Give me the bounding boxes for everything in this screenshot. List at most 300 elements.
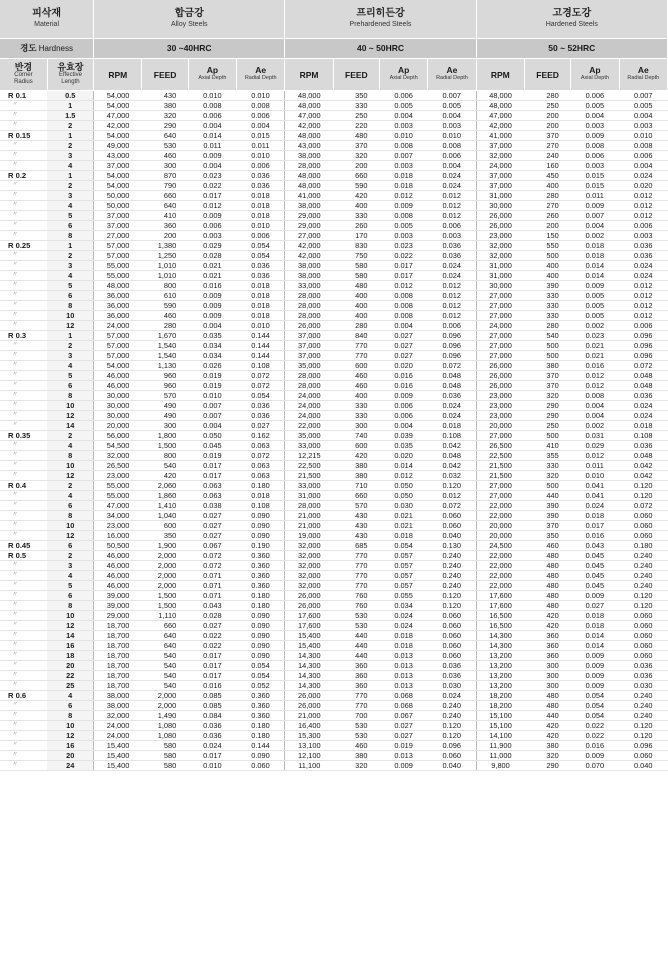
feed-cell: 350	[333, 90, 379, 100]
ditto-mark: 〃	[0, 150, 47, 160]
ae-cell: 0.240	[619, 690, 667, 700]
ap-cell: 0.072	[188, 550, 236, 560]
rpm-cell: 50,000	[94, 190, 142, 200]
feed-cell: 1,540	[142, 350, 188, 360]
ae-cell: 0.090	[237, 510, 285, 520]
feed-cell: 770	[333, 570, 379, 580]
ap-cell: 0.011	[571, 190, 619, 200]
ae-cell: 0.120	[428, 590, 476, 600]
ap-cell: 0.017	[188, 460, 236, 470]
ap-cell: 0.004	[379, 110, 427, 120]
ditto-mark: 〃	[0, 510, 47, 520]
rpm-cell: 26,000	[476, 370, 524, 380]
ap-cell: 0.009	[571, 590, 619, 600]
feed-cell: 380	[333, 750, 379, 760]
rpm-cell: 17,600	[285, 610, 333, 620]
rpm-cell: 56,000	[94, 430, 142, 440]
rpm-cell: 54,000	[94, 170, 142, 180]
rpm-cell: 46,000	[94, 560, 142, 570]
table-row	[0, 450, 668, 460]
ditto-mark: 〃	[0, 320, 47, 330]
ap-cell: 0.016	[188, 280, 236, 290]
feed-cell: 260	[524, 210, 570, 220]
ap-cell: 0.013	[379, 650, 427, 660]
feed-cell: 480	[333, 130, 379, 140]
feed-cell: 330	[524, 460, 570, 470]
ap-cell: 0.045	[571, 560, 619, 570]
effective-length-cell: 20	[47, 660, 93, 670]
rpm-cell: 20,000	[476, 530, 524, 540]
ap-cell: 0.054	[571, 690, 619, 700]
feed-cell: 660	[333, 490, 379, 500]
effective-length-cell: 24	[47, 760, 93, 770]
feed-cell: 400	[333, 290, 379, 300]
rpm-cell: 54,000	[94, 180, 142, 190]
feed-cell: 330	[333, 100, 379, 110]
rpm-cell: 15,400	[94, 760, 142, 770]
ae-cell: 0.012	[619, 190, 667, 200]
table-row	[0, 150, 668, 160]
ae-cell: 0.060	[428, 750, 476, 760]
feed-cell: 250	[524, 420, 570, 430]
feed-cell: 270	[524, 140, 570, 150]
feed-cell: 380	[524, 740, 570, 750]
feed-cell: 960	[142, 370, 188, 380]
feed-cell: 420	[333, 450, 379, 460]
ae-cell: 0.006	[237, 160, 285, 170]
effective-length-cell: 6	[47, 590, 93, 600]
ap-cell: 0.029	[571, 440, 619, 450]
ap-cell: 0.007	[571, 210, 619, 220]
feed-cell: 430	[142, 90, 188, 100]
ap-cell: 0.004	[188, 120, 236, 130]
ap-cell: 0.013	[379, 750, 427, 760]
rpm-cell: 24,000	[285, 410, 333, 420]
ae-cell: 0.042	[619, 470, 667, 480]
ae-cell: 0.052	[237, 680, 285, 690]
table-row	[0, 460, 668, 470]
ap-cell: 0.008	[379, 140, 427, 150]
feed-cell: 530	[333, 620, 379, 630]
ditto-mark: 〃	[0, 160, 47, 170]
ap-cell: 0.034	[188, 350, 236, 360]
ap-cell: 0.009	[571, 200, 619, 210]
feed-cell: 400	[524, 270, 570, 280]
feed-cell: 500	[524, 340, 570, 350]
effective-length-cell: 6	[47, 380, 93, 390]
corner-radius-cell: R 0.15	[0, 130, 47, 140]
rpm-cell: 46,000	[94, 580, 142, 590]
ap-cell: 0.031	[571, 430, 619, 440]
ae-cell: 0.240	[428, 580, 476, 590]
feed-cell: 1,010	[142, 270, 188, 280]
ditto-mark: 〃	[0, 400, 47, 410]
hardness-value: 50 ~ 52HRC	[548, 43, 596, 53]
feed-cell: 540	[142, 660, 188, 670]
rpm-cell: 37,000	[285, 340, 333, 350]
rpm-cell: 38,000	[285, 270, 333, 280]
group-label-ko: 합금강	[174, 7, 204, 19]
rpm-cell: 37,000	[476, 180, 524, 190]
hardness-alloy	[94, 38, 285, 58]
rpm-cell: 24,000	[476, 160, 524, 170]
ap-cell: 0.016	[188, 680, 236, 690]
rpm-cell: 26,000	[285, 600, 333, 610]
feed-cell: 300	[524, 670, 570, 680]
effective-length-cell: 2	[47, 550, 93, 560]
ditto-mark: 〃	[0, 180, 47, 190]
ae-cell: 0.096	[428, 740, 476, 750]
table-row	[0, 670, 668, 680]
ap-cell: 0.012	[379, 470, 427, 480]
feed-cell: 370	[524, 130, 570, 140]
effective-length-cell: 4	[47, 270, 93, 280]
ditto-mark: 〃	[0, 590, 47, 600]
ap-cell: 0.007	[379, 150, 427, 160]
ap-cell: 0.004	[188, 320, 236, 330]
ae-cell: 0.108	[428, 430, 476, 440]
ae-cell: 0.060	[428, 610, 476, 620]
ae-cell: 0.012	[619, 290, 667, 300]
feed-cell: 790	[142, 180, 188, 190]
ap-cell: 0.067	[379, 710, 427, 720]
ditto-mark: 〃	[0, 210, 47, 220]
ap-cell: 0.014	[188, 130, 236, 140]
ditto-mark: 〃	[0, 520, 47, 530]
ditto-mark: 〃	[0, 650, 47, 660]
feed-cell: 330	[333, 210, 379, 220]
table-row	[0, 170, 668, 180]
ap-cell: 0.022	[571, 730, 619, 740]
ae-cell: 0.004	[619, 160, 667, 170]
ap-cell: 0.084	[188, 710, 236, 720]
ae-cell: 0.011	[237, 140, 285, 150]
feed-cell: 1,410	[142, 500, 188, 510]
table-row	[0, 310, 668, 320]
feed-cell: 540	[142, 650, 188, 660]
feed-cell: 740	[333, 430, 379, 440]
rpm-cell: 48,000	[476, 100, 524, 110]
rpm-cell: 26,500	[476, 440, 524, 450]
ae-cell: 0.090	[237, 610, 285, 620]
rpm-cell: 9,800	[476, 760, 524, 770]
rpm-cell: 28,000	[285, 310, 333, 320]
effective-length-cell: 12	[47, 470, 93, 480]
feed-cell: 640	[142, 630, 188, 640]
ap-cell: 0.027	[188, 520, 236, 530]
ae-header-label: Ae	[255, 65, 267, 75]
effective-length-cell: 12	[47, 530, 93, 540]
ap-cell: 0.018	[571, 250, 619, 260]
ditto-mark: 〃	[0, 140, 47, 150]
ap-cell: 0.005	[571, 300, 619, 310]
ap-cell: 0.027	[188, 510, 236, 520]
ap-cell: 0.007	[188, 400, 236, 410]
feed-cell: 320	[524, 750, 570, 760]
rpm-header	[285, 58, 333, 90]
feed-cell: 380	[333, 470, 379, 480]
feed-cell: 600	[333, 360, 379, 370]
rpm-cell: 13,200	[476, 680, 524, 690]
rpm-cell: 26,000	[285, 690, 333, 700]
ap-cell: 0.004	[188, 160, 236, 170]
ae-cell: 0.024	[428, 690, 476, 700]
rpm-cell: 32,000	[94, 710, 142, 720]
feed-cell: 420	[524, 610, 570, 620]
feed-header	[524, 58, 570, 90]
feed-cell: 480	[524, 700, 570, 710]
ae-cell: 0.036	[619, 670, 667, 680]
rpm-cell: 30,000	[476, 280, 524, 290]
ae-cell: 0.010	[237, 220, 285, 230]
ae-cell: 0.018	[237, 310, 285, 320]
feed-cell: 1,800	[142, 430, 188, 440]
effective-length-cell: 10	[47, 400, 93, 410]
feed-cell: 770	[333, 350, 379, 360]
ap-cell: 0.071	[188, 590, 236, 600]
feed-cell: 280	[524, 320, 570, 330]
effective-length-cell: 14	[47, 420, 93, 430]
ap-cell: 0.057	[379, 550, 427, 560]
table-row	[0, 390, 668, 400]
ap-cell: 0.041	[571, 490, 619, 500]
rpm-cell: 41,000	[285, 190, 333, 200]
ap-cell: 0.022	[571, 720, 619, 730]
ae-cell: 0.180	[237, 730, 285, 740]
rpm-cell: 38,000	[285, 150, 333, 160]
ap-cell: 0.054	[571, 710, 619, 720]
ae-cell: 0.120	[619, 600, 667, 610]
feed-cell: 400	[333, 200, 379, 210]
feed-cell: 770	[333, 580, 379, 590]
effective-length-cell: 4	[47, 690, 93, 700]
ae-cell: 0.162	[237, 430, 285, 440]
ae-cell: 0.036	[619, 240, 667, 250]
ap-cell: 0.057	[379, 570, 427, 580]
ae-cell: 0.096	[428, 330, 476, 340]
effective-length-cell: 10	[47, 520, 93, 530]
ap-cell: 0.012	[571, 380, 619, 390]
rpm-cell: 17,600	[476, 590, 524, 600]
ap-cell: 0.027	[188, 530, 236, 540]
ae-cell: 0.090	[237, 520, 285, 530]
effective-length-cell: 1	[47, 130, 93, 140]
rpm-cell: 42,000	[285, 250, 333, 260]
group-label-en: Prehardened Steels	[349, 20, 412, 28]
rpm-cell: 27,000	[94, 230, 142, 240]
rpm-cell: 54,500	[94, 440, 142, 450]
effective-length-cell: 3	[47, 260, 93, 270]
feed-cell: 1,110	[142, 610, 188, 620]
ae-cell: 0.060	[619, 620, 667, 630]
effective-length-cell: 1	[47, 100, 93, 110]
ap-cell: 0.018	[571, 620, 619, 630]
ap-cell: 0.003	[379, 230, 427, 240]
table-row	[0, 230, 668, 240]
feed-cell: 460	[142, 150, 188, 160]
feed-cell: 370	[524, 380, 570, 390]
ae-cell: 0.240	[619, 700, 667, 710]
ap-cell: 0.050	[379, 490, 427, 500]
ditto-mark: 〃	[0, 700, 47, 710]
feed-cell: 770	[333, 690, 379, 700]
rpm-cell: 35,000	[285, 360, 333, 370]
table-row	[0, 620, 668, 630]
ae-cell: 0.010	[619, 130, 667, 140]
effective-length-cell: 3	[47, 190, 93, 200]
corner-radius-cell: R 0.45	[0, 540, 47, 550]
feed-header	[142, 58, 188, 90]
ap-cell: 0.008	[571, 390, 619, 400]
rpm-cell: 57,000	[94, 340, 142, 350]
ditto-mark: 〃	[0, 640, 47, 650]
feed-cell: 370	[524, 520, 570, 530]
rpm-cell: 34,000	[94, 510, 142, 520]
ditto-mark: 〃	[0, 340, 47, 350]
ae-cell: 0.060	[619, 630, 667, 640]
rpm-cell: 20,000	[94, 420, 142, 430]
ae-cell: 0.006	[619, 320, 667, 330]
ap-cell: 0.070	[571, 760, 619, 770]
ap-cell: 0.018	[571, 240, 619, 250]
feed-cell: 150	[524, 230, 570, 240]
material-label-en: Material	[34, 20, 60, 28]
rpm-cell: 41,000	[476, 130, 524, 140]
table-row	[0, 220, 668, 230]
ap-cell: 0.018	[571, 610, 619, 620]
corner-radius-cell: R 0.25	[0, 240, 47, 250]
feed-cell: 570	[333, 500, 379, 510]
feed-cell: 400	[524, 260, 570, 270]
ae-cell: 0.036	[619, 440, 667, 450]
rpm-cell: 26,000	[285, 320, 333, 330]
table-row	[0, 440, 668, 450]
material-label-ko: 피삭재	[32, 7, 62, 19]
ae-cell: 0.090	[237, 640, 285, 650]
group-header-prehardened	[285, 0, 476, 38]
hardness-value: 30 ~40HRC	[166, 43, 212, 53]
rpm-header-label: RPM	[490, 70, 510, 80]
ae-cell: 0.018	[237, 210, 285, 220]
ap-cell: 0.017	[188, 470, 236, 480]
ae-cell: 0.060	[619, 650, 667, 660]
ae-cell: 0.144	[237, 350, 285, 360]
ap-cell: 0.004	[571, 110, 619, 120]
feed-cell: 760	[333, 590, 379, 600]
feed-cell: 320	[524, 470, 570, 480]
ap-cell: 0.007	[188, 410, 236, 420]
ap-cell: 0.068	[379, 690, 427, 700]
table-row	[0, 730, 668, 740]
ditto-mark: 〃	[0, 380, 47, 390]
rpm-cell: 28,000	[285, 370, 333, 380]
rpm-cell: 29,000	[285, 220, 333, 230]
ae-cell: 0.090	[237, 530, 285, 540]
ae-cell: 0.180	[237, 480, 285, 490]
rpm-cell: 26,000	[476, 380, 524, 390]
corner-radius-cell: R 0.2	[0, 170, 47, 180]
rpm-cell: 21,000	[285, 710, 333, 720]
feed-cell: 480	[524, 580, 570, 590]
ae-cell: 0.060	[428, 510, 476, 520]
feed-cell: 200	[524, 110, 570, 120]
feed-cell: 640	[142, 640, 188, 650]
table-row	[0, 660, 668, 670]
ap-cell: 0.027	[379, 350, 427, 360]
effective-length-cell: 10	[47, 460, 93, 470]
rpm-cell: 46,000	[94, 570, 142, 580]
rpm-cell: 21,500	[285, 470, 333, 480]
feed-cell: 540	[142, 460, 188, 470]
ae-cell: 0.024	[619, 260, 667, 270]
feed-cell: 200	[142, 230, 188, 240]
feed-cell: 290	[524, 410, 570, 420]
feed-cell: 580	[142, 740, 188, 750]
rpm-cell: 50,500	[94, 540, 142, 550]
ditto-mark: 〃	[0, 560, 47, 570]
feed-cell: 500	[524, 480, 570, 490]
rpm-cell: 13,200	[476, 650, 524, 660]
feed-cell: 400	[333, 310, 379, 320]
ap-cell: 0.020	[379, 360, 427, 370]
table-row	[0, 320, 668, 330]
feed-cell: 660	[142, 190, 188, 200]
ap-cell: 0.018	[379, 640, 427, 650]
feed-cell: 320	[142, 110, 188, 120]
ditto-mark: 〃	[0, 440, 47, 450]
rpm-cell: 21,500	[476, 470, 524, 480]
ap-cell: 0.028	[188, 610, 236, 620]
ae-cell: 0.024	[428, 410, 476, 420]
ap-cell: 0.023	[379, 240, 427, 250]
feed-cell: 220	[333, 120, 379, 130]
ap-cell: 0.004	[379, 320, 427, 330]
rpm-cell: 39,000	[94, 590, 142, 600]
ditto-mark: 〃	[0, 450, 47, 460]
ae-cell: 0.012	[428, 200, 476, 210]
ap-cell: 0.067	[188, 540, 236, 550]
rpm-cell: 28,000	[285, 380, 333, 390]
rpm-cell: 14,300	[476, 640, 524, 650]
rpm-cell: 32,000	[285, 570, 333, 580]
ap-cell: 0.003	[188, 230, 236, 240]
feed-cell: 430	[333, 510, 379, 520]
rpm-cell: 29,000	[94, 610, 142, 620]
rpm-cell: 27,000	[476, 330, 524, 340]
ae-cell: 0.180	[619, 540, 667, 550]
ae-cell: 0.003	[619, 120, 667, 130]
rpm-cell: 42,000	[285, 120, 333, 130]
effective-length-cell: 2	[47, 250, 93, 260]
ae-cell: 0.006	[428, 150, 476, 160]
effective-length-cell: 10	[47, 720, 93, 730]
ditto-mark: 〃	[0, 110, 47, 120]
ap-cell: 0.024	[379, 610, 427, 620]
ap-cell: 0.010	[571, 470, 619, 480]
table-row	[0, 710, 668, 720]
ae-cell: 0.012	[428, 490, 476, 500]
ae-cell: 0.054	[237, 240, 285, 250]
ae-cell: 0.060	[619, 750, 667, 760]
corner-radius-cell: R 0.3	[0, 330, 47, 340]
ae-cell: 0.096	[428, 340, 476, 350]
feed-cell: 350	[142, 530, 188, 540]
effective-length-cell: 4	[47, 360, 93, 370]
feed-cell: 400	[524, 180, 570, 190]
rpm-cell: 14,300	[285, 650, 333, 660]
rpm-cell: 27,000	[476, 300, 524, 310]
rpm-cell: 27,000	[476, 310, 524, 320]
